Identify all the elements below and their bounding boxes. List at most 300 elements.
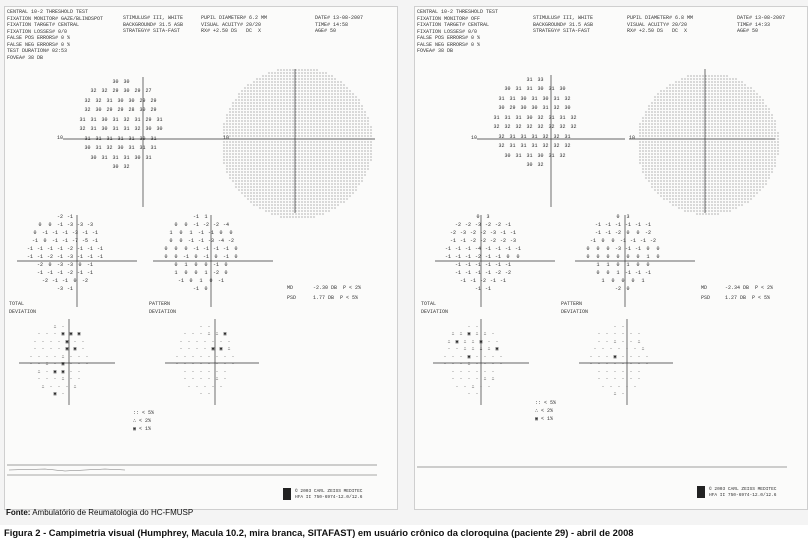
gray-dot — [247, 117, 248, 118]
probability-symbol: · — [447, 346, 451, 353]
gray-dot — [277, 192, 278, 193]
probability-symbol: · — [183, 376, 187, 383]
gray-dot — [355, 183, 356, 184]
gray-dot — [319, 150, 320, 151]
gray-dot — [361, 114, 362, 115]
gray-dot — [322, 78, 323, 79]
gray-dot — [259, 147, 260, 148]
gray-dot — [669, 177, 670, 178]
gray-dot — [262, 183, 263, 184]
grid-cell: -1 — [594, 222, 601, 228]
gray-dot — [702, 168, 703, 169]
gray-dot — [271, 111, 272, 112]
gray-dot — [657, 183, 658, 184]
probability-symbol: · — [41, 338, 45, 345]
gray-dot — [265, 186, 266, 187]
gray-dot — [262, 189, 263, 190]
gray-dot — [681, 156, 682, 157]
gray-dot — [675, 150, 676, 151]
gray-dot — [711, 186, 712, 187]
probability-symbol: · — [195, 346, 199, 353]
gray-dot — [762, 147, 763, 148]
gray-dot — [771, 171, 772, 172]
gray-dot — [663, 90, 664, 91]
gray-dot — [328, 93, 329, 94]
gray-dot — [322, 144, 323, 145]
gray-dot — [678, 102, 679, 103]
gray-dot — [343, 183, 344, 184]
gray-dot — [726, 117, 727, 118]
gray-dot — [642, 150, 643, 151]
gray-dot — [292, 213, 293, 214]
grid-cell: 0 — [596, 246, 600, 252]
gray-dot — [774, 165, 775, 166]
gray-dot — [777, 141, 778, 142]
gray-dot — [295, 96, 296, 97]
probability-symbol: · — [463, 383, 467, 390]
gray-dot — [693, 201, 694, 202]
probability-symbol: · — [49, 383, 53, 390]
gray-dot — [322, 141, 323, 142]
gray-dot — [310, 102, 311, 103]
gray-dot — [759, 153, 760, 154]
probability-symbol: · — [207, 391, 211, 398]
grid-cell: 32 — [90, 88, 97, 95]
gray-dot — [702, 93, 703, 94]
gray-dot — [768, 159, 769, 160]
gray-dot — [687, 114, 688, 115]
gray-dot — [666, 165, 667, 166]
symbol-row — [173, 331, 237, 339]
gray-dot — [750, 93, 751, 94]
gray-dot — [328, 171, 329, 172]
gray-dot — [352, 105, 353, 106]
gray-dot — [669, 189, 670, 190]
gray-dot — [304, 195, 305, 196]
gray-dot — [651, 159, 652, 160]
gray-dot — [741, 159, 742, 160]
gray-dot — [672, 93, 673, 94]
gray-dot — [367, 117, 368, 118]
gray-dot — [286, 198, 287, 199]
gray-dot — [705, 156, 706, 157]
gray-dot — [705, 204, 706, 205]
header-line: FIXATION TARGET# CENTRAL — [7, 22, 80, 28]
gray-dot — [660, 183, 661, 184]
gray-dot — [313, 105, 314, 106]
gray-dot — [283, 147, 284, 148]
gray-dot — [286, 114, 287, 115]
symbol-row — [173, 338, 237, 346]
gray-dot — [732, 111, 733, 112]
gray-dot — [759, 147, 760, 148]
gray-dot — [732, 90, 733, 91]
gray-dot — [286, 96, 287, 97]
gray-dot — [322, 117, 323, 118]
md-label: MD — [287, 285, 294, 291]
gray-dot — [657, 102, 658, 103]
gray-dot — [244, 150, 245, 151]
gray-dot — [696, 87, 697, 88]
gray-dot — [669, 117, 670, 118]
gray-dot — [271, 213, 272, 214]
gray-dot — [265, 84, 266, 85]
gray-dot — [268, 207, 269, 208]
gray-dot — [292, 99, 293, 100]
gray-dot — [268, 126, 269, 127]
gray-dot — [268, 123, 269, 124]
gray-dot — [687, 81, 688, 82]
gray-dot — [256, 159, 257, 160]
gray-dot — [684, 108, 685, 109]
gray-dot — [343, 84, 344, 85]
grid-row — [25, 261, 105, 269]
grid-cell: 29 — [139, 97, 146, 104]
header-line: FALSE NEG ERRORS# 0 % — [417, 41, 481, 48]
gray-dot — [660, 108, 661, 109]
gray-dot — [747, 111, 748, 112]
gray-dot — [352, 186, 353, 187]
gray-dot — [310, 189, 311, 190]
gray-dot — [663, 147, 664, 148]
gray-dot — [759, 99, 760, 100]
symbol-row — [587, 391, 651, 399]
gray-dot — [657, 168, 658, 169]
gray-dot — [349, 156, 350, 157]
symbol-row — [587, 331, 651, 339]
gray-dot — [349, 183, 350, 184]
gray-dot — [280, 69, 281, 70]
gray-dot — [358, 159, 359, 160]
gray-dot — [289, 138, 290, 139]
gray-dot — [346, 150, 347, 151]
grid-cell: 30 — [112, 78, 119, 85]
gray-dot — [349, 150, 350, 151]
gray-dot — [684, 93, 685, 94]
grid-cell: 0 — [164, 254, 168, 260]
gray-dot — [687, 87, 688, 88]
gray-dot — [723, 78, 724, 79]
gray-dot — [223, 123, 224, 124]
gray-dot — [337, 171, 338, 172]
gray-dot — [669, 90, 670, 91]
gray-dot — [741, 147, 742, 148]
grid-cell: -1 — [639, 238, 646, 244]
gray-dot — [277, 108, 278, 109]
gray-dot — [666, 150, 667, 151]
grid-row — [25, 285, 105, 293]
grid-cell: 0 — [626, 230, 630, 236]
gray-dot — [277, 186, 278, 187]
gray-dot — [729, 201, 730, 202]
gray-dot — [768, 174, 769, 175]
gray-dot — [265, 111, 266, 112]
gray-dot — [762, 162, 763, 163]
gray-dot — [256, 153, 257, 154]
probability-symbol: · — [45, 376, 49, 383]
gray-dot — [250, 105, 251, 106]
gray-dot — [726, 93, 727, 94]
gray-dot — [699, 156, 700, 157]
gray-dot — [262, 204, 263, 205]
gray-dot — [361, 147, 362, 148]
gray-dot — [762, 165, 763, 166]
gray-dot — [304, 216, 305, 217]
gray-dot — [304, 72, 305, 73]
gray-dot — [696, 78, 697, 79]
gray-dot — [699, 87, 700, 88]
gray-dot — [726, 141, 727, 142]
probability-symbol: · — [199, 353, 203, 360]
gray-dot — [250, 183, 251, 184]
gray-dot — [708, 75, 709, 76]
gray-dot — [247, 189, 248, 190]
gray-dot — [687, 132, 688, 133]
gray-dot — [256, 135, 257, 136]
gray-dot — [672, 138, 673, 139]
gray-dot — [696, 165, 697, 166]
gray-dot — [726, 204, 727, 205]
gray-dot — [277, 135, 278, 136]
gray-dot — [654, 123, 655, 124]
gray-dot — [325, 201, 326, 202]
gray-dot — [343, 165, 344, 166]
grid-cell: 28 — [128, 107, 135, 114]
gray-dot — [747, 99, 748, 100]
probability-symbol: · — [211, 338, 215, 345]
gray-dot — [750, 189, 751, 190]
gray-dot — [756, 174, 757, 175]
gray-dot — [292, 177, 293, 178]
grid-cell: 32 — [134, 126, 141, 133]
gray-dot — [702, 207, 703, 208]
probability-symbol: ∴ — [483, 376, 487, 383]
gray-dot — [753, 192, 754, 193]
gray-dot — [684, 141, 685, 142]
gray-dot — [756, 126, 757, 127]
gray-dot — [343, 93, 344, 94]
gray-dot — [229, 114, 230, 115]
gray-dot — [663, 198, 664, 199]
gray-dot — [346, 99, 347, 100]
probability-symbol: ▣ — [467, 353, 471, 360]
gray-dot — [732, 156, 733, 157]
gray-dot — [723, 159, 724, 160]
gray-dot — [726, 147, 727, 148]
header-line: VISUAL ACUITY# 20/20 — [201, 21, 262, 28]
gray-dot — [711, 183, 712, 184]
gray-dot — [235, 132, 236, 133]
gray-dot — [241, 117, 242, 118]
gray-dot — [304, 201, 305, 202]
gray-dot — [262, 192, 263, 193]
gray-dot — [699, 198, 700, 199]
gray-dot — [753, 180, 754, 181]
gray-dot — [280, 96, 281, 97]
gray-dot — [298, 81, 299, 82]
gray-dot — [361, 111, 362, 112]
gray-dot — [747, 96, 748, 97]
gray-dot — [253, 126, 254, 127]
gray-dot — [241, 123, 242, 124]
gray-dot — [235, 126, 236, 127]
gray-dot — [229, 156, 230, 157]
gray-dot — [271, 189, 272, 190]
gray-dot — [289, 93, 290, 94]
gray-dot — [265, 87, 266, 88]
gray-dot — [259, 195, 260, 196]
gray-dot — [265, 192, 266, 193]
gray-dot — [711, 180, 712, 181]
gray-dot — [693, 108, 694, 109]
grid-cell: -2 — [479, 238, 486, 244]
gray-dot — [283, 120, 284, 121]
gray-dot — [654, 135, 655, 136]
gray-dot — [289, 111, 290, 112]
gray-dot — [687, 144, 688, 145]
gray-dot — [726, 111, 727, 112]
grid-cell: -1 — [212, 262, 219, 268]
gray-dot — [663, 168, 664, 169]
gray-dot — [271, 72, 272, 73]
gray-dot — [768, 168, 769, 169]
probability-symbol: · — [207, 323, 211, 330]
gray-dot — [660, 96, 661, 97]
gray-dot — [705, 90, 706, 91]
gray-dot — [735, 87, 736, 88]
gray-dot — [699, 105, 700, 106]
grid-cell: -3 — [56, 286, 63, 292]
gray-dot — [759, 126, 760, 127]
gray-dot — [340, 84, 341, 85]
gray-dot — [304, 129, 305, 130]
gray-dot — [289, 213, 290, 214]
gray-dot — [687, 189, 688, 190]
gray-dot — [675, 156, 676, 157]
gray-dot — [268, 135, 269, 136]
gray-dot — [259, 102, 260, 103]
gray-dot — [747, 162, 748, 163]
grid-cell: 0 — [38, 222, 42, 228]
gray-dot — [723, 207, 724, 208]
gray-dot — [687, 117, 688, 118]
gray-dot — [726, 183, 727, 184]
grid-cell: -1 — [484, 262, 491, 268]
gray-dot — [714, 132, 715, 133]
gray-dot — [708, 90, 709, 91]
gray-dot — [699, 174, 700, 175]
gray-dot — [663, 144, 664, 145]
gray-dot — [765, 132, 766, 133]
gray-dot — [328, 117, 329, 118]
gray-dot — [223, 129, 224, 130]
gray-dot — [304, 204, 305, 205]
gray-dot — [717, 108, 718, 109]
gray-dot — [732, 123, 733, 124]
gray-dot — [666, 183, 667, 184]
gray-dot — [307, 78, 308, 79]
gray-dot — [699, 93, 700, 94]
gray-dot — [735, 186, 736, 187]
gray-dot — [693, 165, 694, 166]
gray-dot — [762, 102, 763, 103]
probability-symbol: · — [637, 361, 641, 368]
gray-dot — [268, 117, 269, 118]
gray-dot — [738, 198, 739, 199]
gray-dot — [699, 90, 700, 91]
gray-dot — [322, 177, 323, 178]
gray-dot — [762, 183, 763, 184]
probability-symbol: · — [57, 338, 61, 345]
gray-dot — [717, 153, 718, 154]
gray-dot — [663, 126, 664, 127]
gray-dot — [759, 150, 760, 151]
gray-dot — [648, 141, 649, 142]
gray-dot — [292, 93, 293, 94]
gray-dot — [298, 195, 299, 196]
gray-dot — [331, 120, 332, 121]
gray-dot — [750, 138, 751, 139]
grid-cell: 31 — [112, 154, 119, 161]
gray-dot — [352, 135, 353, 136]
gray-dot — [322, 153, 323, 154]
gray-dot — [346, 147, 347, 148]
header-line: TEST DURATION# 02:53 — [7, 48, 68, 54]
symbol-row — [173, 346, 237, 354]
gray-dot — [262, 201, 263, 202]
gray-dot — [262, 102, 263, 103]
gray-dot — [247, 150, 248, 151]
gray-dot — [675, 120, 676, 121]
gray-dot — [714, 150, 715, 151]
gray-dot — [672, 123, 673, 124]
gray-dot — [301, 135, 302, 136]
gray-dot — [358, 165, 359, 166]
gray-dot — [250, 129, 251, 130]
gray-dot — [235, 153, 236, 154]
gray-dot — [304, 150, 305, 151]
gray-dot — [759, 183, 760, 184]
gray-dot — [744, 87, 745, 88]
gray-dot — [735, 180, 736, 181]
gray-dot — [310, 69, 311, 70]
gray-dot — [247, 153, 248, 154]
gray-dot — [693, 96, 694, 97]
grid-cell: 0 — [636, 254, 640, 260]
gray-dot — [669, 174, 670, 175]
gray-dot — [241, 141, 242, 142]
gray-dot — [268, 90, 269, 91]
gray-dot — [666, 96, 667, 97]
grid-cell: 31 — [548, 114, 555, 121]
gray-dot — [690, 93, 691, 94]
gray-dot — [705, 150, 706, 151]
grid-cell: -1 — [504, 246, 511, 252]
gray-dot — [280, 201, 281, 202]
gray-dot — [714, 210, 715, 211]
gray-dot — [265, 207, 266, 208]
pattern-deviation-label: DEVIATION — [561, 309, 589, 315]
gray-dot — [765, 105, 766, 106]
probability-symbol: · — [621, 338, 625, 345]
gray-dot — [720, 165, 721, 166]
gray-dot — [286, 210, 287, 211]
gray-dot — [322, 96, 323, 97]
gray-dot — [256, 198, 257, 199]
gray-dot — [738, 90, 739, 91]
gray-dot — [690, 81, 691, 82]
gray-dot — [244, 186, 245, 187]
